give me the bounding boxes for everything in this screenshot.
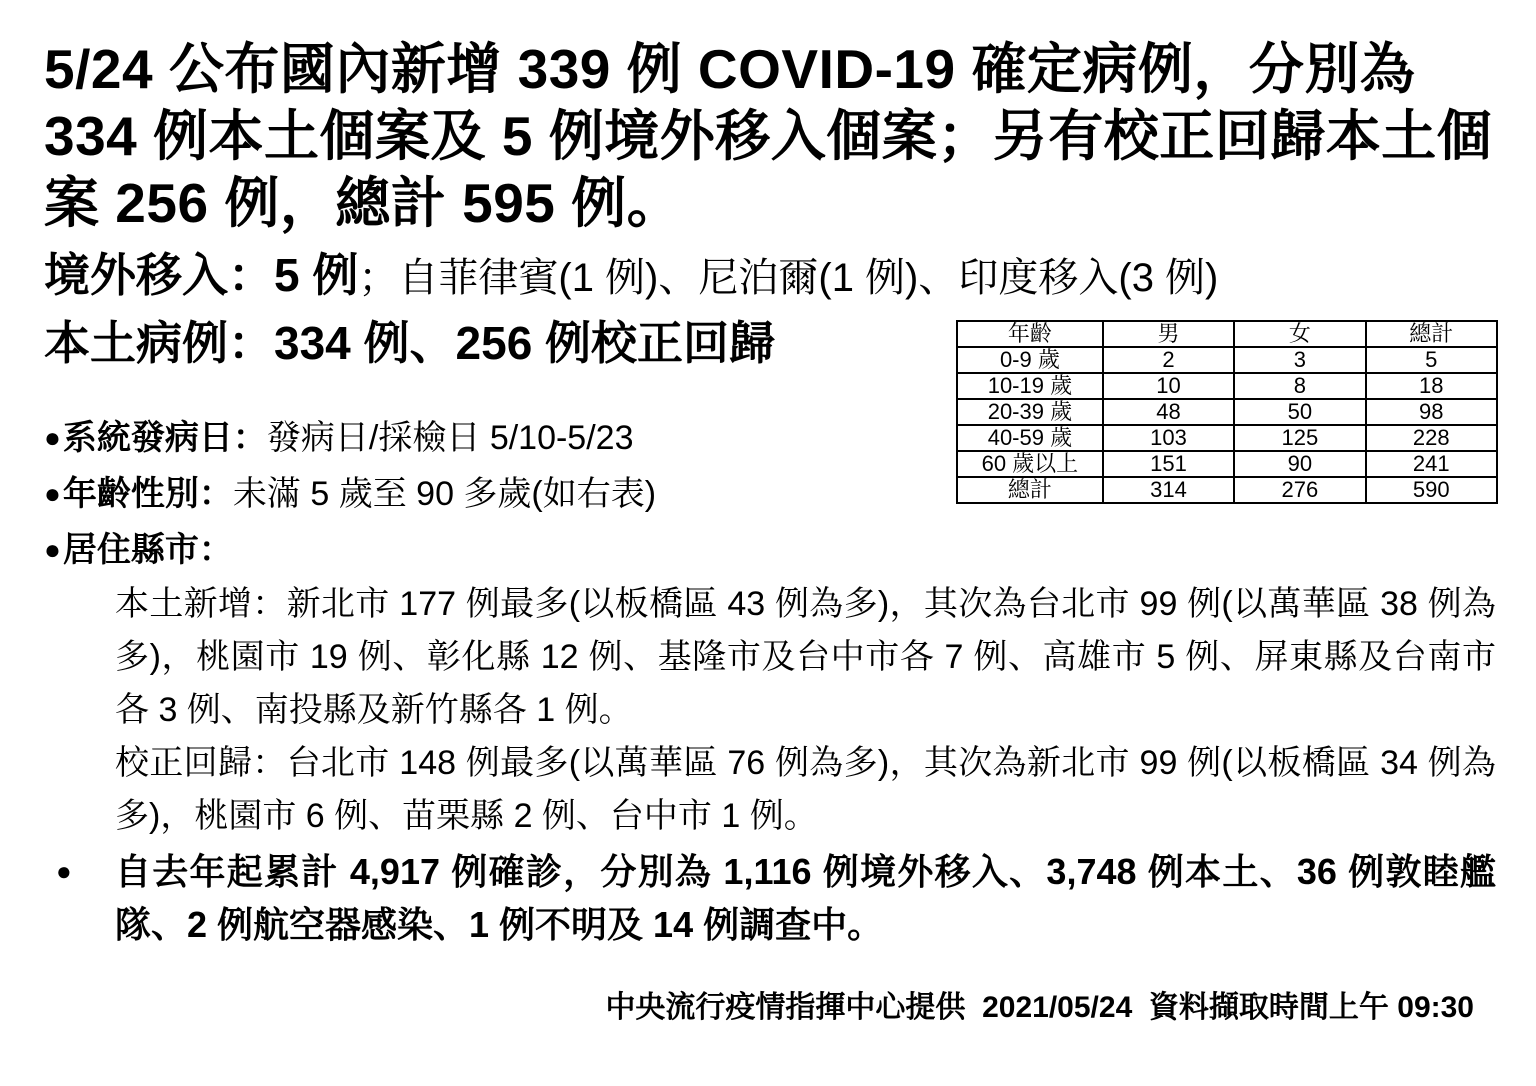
bullet-icon: ● [44,478,61,509]
table-cell: 90 [1234,451,1365,477]
residence-backlog-paragraph: 校正回歸：台北市 148 例最多(以萬華區 76 例為多)，其次為新北市 99 例(以板橋區 34 例為多)，桃園市 6 例、苗栗縣 2 例、台中市 1 例。 [115,744,1496,835]
table-row [957,373,1497,399]
bullet-icon: ● [44,534,61,565]
onset-text: 發病日/採檢日 5/10-5/23 [266,419,634,457]
table-cell: 60 歲以上 [957,451,1103,477]
table-cell: 5 [1366,347,1497,373]
bullet-residence [44,522,954,578]
bullet-icon: ● [56,856,72,886]
page-title: 5/24 公布國內新增 339 例 COVID-19 確定病例，分別為 334 例本土個案及 5 例境外移入個案；另有校正回歸本土個案 256 例，總計 595 例。 [44,38,1493,234]
table-header-age: 年齡 [957,321,1103,347]
table-cell: 50 [1234,399,1365,425]
table-cell: 3 [1234,347,1365,373]
bullet-age-gender [44,466,954,522]
residence-label: 居住縣市： [62,531,233,569]
table-cell: 2 [1103,347,1234,373]
table-cell: 20-39 歲 [957,399,1103,425]
table-row [957,425,1497,451]
imported-cases-line [44,245,1496,308]
summary-bullet-list [44,410,954,578]
table-cell: 103 [1103,425,1234,451]
onset-label: 系統發病日： [62,419,267,457]
age-gender-text: 未滿 5 歲至 90 多歲(如右表) [232,475,657,513]
table-cell: 10 [1103,373,1234,399]
age-sex-table [956,320,1498,504]
table-row [957,347,1497,373]
table-row [957,399,1497,425]
table-row [957,451,1497,477]
imported-cases-detail: ；自菲律賓(1 例)、尼泊爾(1 例)、印度移入(3 例) [358,256,1219,300]
table-cell: 48 [1103,399,1234,425]
table-cell: 151 [1103,451,1234,477]
local-cases-line: 本土病例：334 例、256 例校正回歸 [44,317,776,369]
cumulative-text: 自去年起累計 4,917 例確診，分別為 1,116 例境外移入、3,748 例本土、36 例敦睦艦隊、2 例航空器感染、1 例不明及 14 例調查中。 [115,851,1496,945]
cumulative-bullet [44,845,1496,951]
table-cell: 8 [1234,373,1365,399]
source-footer: 中央流行疫情指揮中心提供 2021/05/24 資料擷取時間上午 09:30 [605,991,1474,1024]
table-cell: 125 [1234,425,1365,451]
bullet-icon: ● [44,422,61,453]
table-cell: 276 [1234,477,1365,503]
table-cell: 590 [1366,477,1497,503]
table-header-total: 總計 [1366,321,1497,347]
imported-cases-label: 境外移入：5 例 [44,249,359,301]
age-gender-label: 年齡性別： [62,475,233,513]
table-cell: 228 [1366,425,1497,451]
table-cell: 40-59 歲 [957,425,1103,451]
table-cell: 0-9 歲 [957,347,1103,373]
table-header-male: 男 [1103,321,1234,347]
table-cell: 總計 [957,477,1103,503]
table-cell: 314 [1103,477,1234,503]
table-cell: 98 [1366,399,1497,425]
table-row [957,477,1497,503]
table-header-female: 女 [1234,321,1365,347]
table-cell: 10-19 歲 [957,373,1103,399]
table-cell: 18 [1366,373,1497,399]
residence-local-new-paragraph: 本土新增：新北市 177 例最多(以板橋區 43 例為多)，其次為台北市 99 例(以萬華區 38 例為多)，桃園市 19 例、彰化縣 12 例、基隆市及台中市各 7 例、高雄市 5 例、屏東縣及台南市各 3 例、南投縣及新竹縣各 1 例。 [115,585,1496,729]
bullet-onset-date [44,410,954,466]
table-header-row [957,321,1497,347]
table-cell: 241 [1366,451,1497,477]
